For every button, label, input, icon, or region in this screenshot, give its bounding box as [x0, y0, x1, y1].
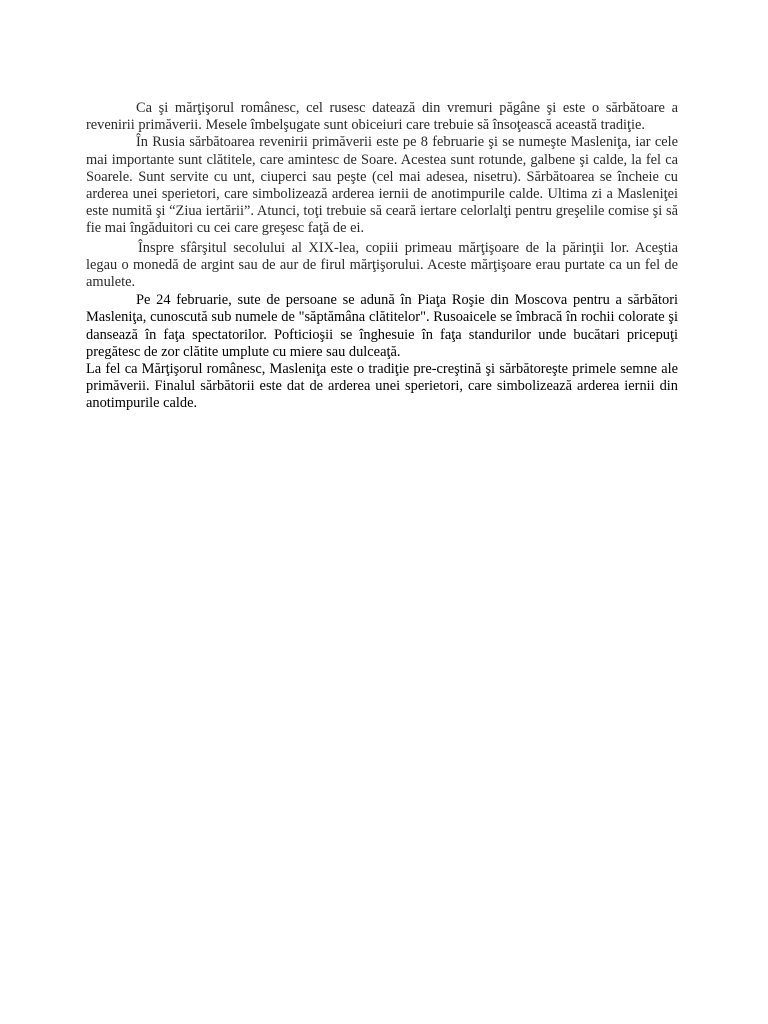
paragraph-5: La fel ca Mărţişorul românesc, Masleniţa este o tradiţie pre-creştină şi sărbătoreşte primele semne ale primăverii. Finalul sărbătorii este dat de arderea unei sperietori, care simbolizează arderea iernii din anotimpurile calde. [86, 361, 678, 412]
paragraph-1: Ca şi mărţişorul românesc, cel rusesc datează din vremuri păgâne şi este o sărbătoare a revenirii primăverii. Mesele îmbelşugate sunt obiceiuri care trebuie să însoţească această tradiţie. [86, 100, 678, 134]
paragraph-3: Înspre sfârşitul secolului al XIX-lea, copiii primeau mărţişoare de la părinţii lor. Aceştia legau o monedă de argint sau de aur de firul mărţişorului. Aceste mărţişoare erau purtate ca un fel de amulete. [86, 239, 678, 291]
paragraph-2: În Rusia sărbătoarea revenirii primăverii este pe 8 februarie şi se numeşte Masleniţa, iar cele mai importante sunt clătitele, care amintesc de Soare. Acestea sunt rotunde, galbene şi calde, la fel ca Soarele. Sunt servite cu unt, ciuperci sau peşte (cel mai adesea, nisetru). Sărbătoarea se încheie cu arderea unei sperietori, care simbolizează arderea iernii de anotimpurile calde. Ultima zi a Masleniţei este numită şi “Ziua iertării”. Atunci, toţi trebuie să ceară iertare celorlalţi pentru greşelile comise şi să fie mai îngăduitori cu cei care greşesc faţă de ei. [86, 134, 678, 237]
paragraph-4: Pe 24 februarie, sute de persoane se adună în Piaţa Roşie din Moscova pentru a sărbători Masleniţa, cunoscută sub numele de "săptămâna clătitelor". Rusoaicele se îmbracă în rochii colorate şi dansează în faţa spectatorilor. Pofticioşii se înghesuie în faţa standurilor unde bucătari pricepuţi pregătesc de zor clătite umplute cu miere sau dulceaţă. [86, 292, 678, 360]
document-page [86, 100, 678, 413]
